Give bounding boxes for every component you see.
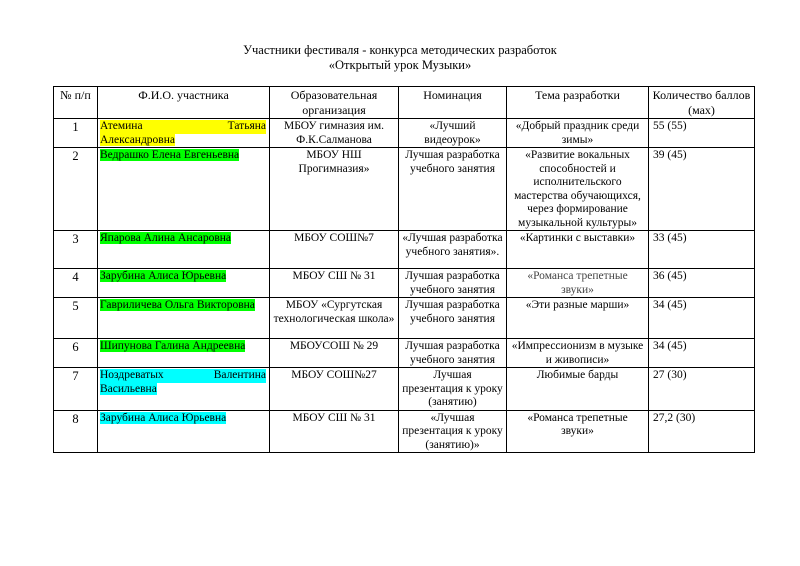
table-row xyxy=(54,298,755,339)
table-row xyxy=(54,148,755,231)
cell-nomination: Лучшая разработка учебного занятия xyxy=(399,148,507,231)
cell-nomination: «Лучший видеоурок» xyxy=(399,119,507,148)
cell-score: 55 (55) xyxy=(649,119,755,148)
cell-org: МБОУ гимназия им. Ф.К.Салманова xyxy=(270,119,399,148)
cell-name xyxy=(98,298,270,339)
cell-score: 34 (45) xyxy=(649,339,755,368)
table-header-row xyxy=(54,87,755,119)
participant-name: Япарова Алина Ансаровна xyxy=(100,232,232,244)
cell-num: 2 xyxy=(54,148,98,231)
cell-score: 34 (45) xyxy=(649,298,755,339)
cell-org: МБОУ СШ № 31 xyxy=(270,269,399,298)
cell-topic: «Развитие вокальных способностей и исполнительского мастерства обучающихся, через формирование музыкальной культуры» xyxy=(507,148,649,231)
cell-topic: «Романса трепетные звуки» xyxy=(507,269,649,298)
participant-name: Ведрашко Елена Евгеньевна xyxy=(100,149,240,161)
table-row xyxy=(54,119,755,148)
participant-name: Зарубина Алиса Юрьевна xyxy=(100,270,227,282)
cell-num: 5 xyxy=(54,298,98,339)
header-name: Ф.И.О. участника xyxy=(98,87,270,119)
cell-org: МБОУ СОШ№27 xyxy=(270,368,399,411)
cell-name xyxy=(98,231,270,269)
cell-name xyxy=(98,269,270,298)
participant-name-line2: Александровна xyxy=(100,133,175,146)
cell-num: 1 xyxy=(54,119,98,148)
cell-nomination: «Лучшая разработка учебного занятия». xyxy=(399,231,507,269)
participant-name: Шипунова Галина Андреевна xyxy=(100,340,246,352)
cell-org: МБОУ СОШ№7 xyxy=(270,231,399,269)
cell-org: МБОУ НШ Прогимназия» xyxy=(270,148,399,231)
cell-topic: «Романса трепетные звуки» xyxy=(507,410,649,453)
cell-nomination: Лучшая презентация к уроку (занятию) xyxy=(399,368,507,411)
cell-org: МБОУ СШ № 31 xyxy=(270,410,399,453)
cell-num: 8 xyxy=(54,410,98,453)
participant-name-line1: Атемина Татьяна xyxy=(100,120,266,132)
cell-score: 36 (45) xyxy=(649,269,755,298)
cell-nomination: Лучшая разработка учебного занятия xyxy=(399,298,507,339)
header-topic: Тема разработки xyxy=(507,87,649,119)
header-num: № п/п xyxy=(54,87,98,119)
document-title: Участники фестиваля - конкурса методических разработок xyxy=(243,43,557,57)
cell-num: 3 xyxy=(54,231,98,269)
table-row xyxy=(54,269,755,298)
cell-name xyxy=(98,368,270,411)
table-row xyxy=(54,339,755,368)
cell-topic: «Картинки с выставки» xyxy=(507,231,649,269)
header-score: Количество баллов (мах) xyxy=(649,87,755,119)
cell-topic: «Добрый праздник среди зимы» xyxy=(507,119,649,148)
cell-topic: «Импрессионизм в музыке и живописи» xyxy=(507,339,649,368)
cell-org: МБОУСОШ № 29 xyxy=(270,339,399,368)
cell-topic: Любимые барды xyxy=(507,368,649,411)
cell-name xyxy=(98,148,270,231)
cell-num: 6 xyxy=(54,339,98,368)
cell-score: 39 (45) xyxy=(649,148,755,231)
cell-nomination: Лучшая разработка учебного занятия xyxy=(399,269,507,298)
table-row xyxy=(54,410,755,453)
cell-num: 4 xyxy=(54,269,98,298)
participant-name-line1: Ноздреватых Валентина xyxy=(100,369,266,381)
table-row xyxy=(54,231,755,269)
cell-num: 7 xyxy=(54,368,98,411)
table-row xyxy=(54,368,755,411)
cell-nomination: Лучшая разработка учебного занятия xyxy=(399,339,507,368)
cell-score: 27 (30) xyxy=(649,368,755,411)
cell-score: 27,2 (30) xyxy=(649,410,755,453)
header-org: Образовательная организация xyxy=(270,87,399,119)
participant-name: Зарубина Алиса Юрьевна xyxy=(100,411,227,424)
cell-score: 33 (45) xyxy=(649,231,755,269)
header-nomination: Номинация xyxy=(399,87,507,119)
participant-name: Гавриличева Ольга Викторовна xyxy=(100,299,255,311)
cell-name xyxy=(98,339,270,368)
document-subtitle: «Открытый урок Музыки» xyxy=(328,58,472,72)
cell-org: МБОУ «Сургутская технологическая школа» xyxy=(270,298,399,339)
cell-name xyxy=(98,119,270,148)
participants-table xyxy=(53,86,755,453)
cell-nomination: «Лучшая презентация к уроку (занятию)» xyxy=(399,410,507,453)
cell-name xyxy=(98,410,270,453)
cell-topic: «Эти разные марши» xyxy=(507,298,649,339)
participant-name-line2: Васильевна xyxy=(100,382,157,395)
